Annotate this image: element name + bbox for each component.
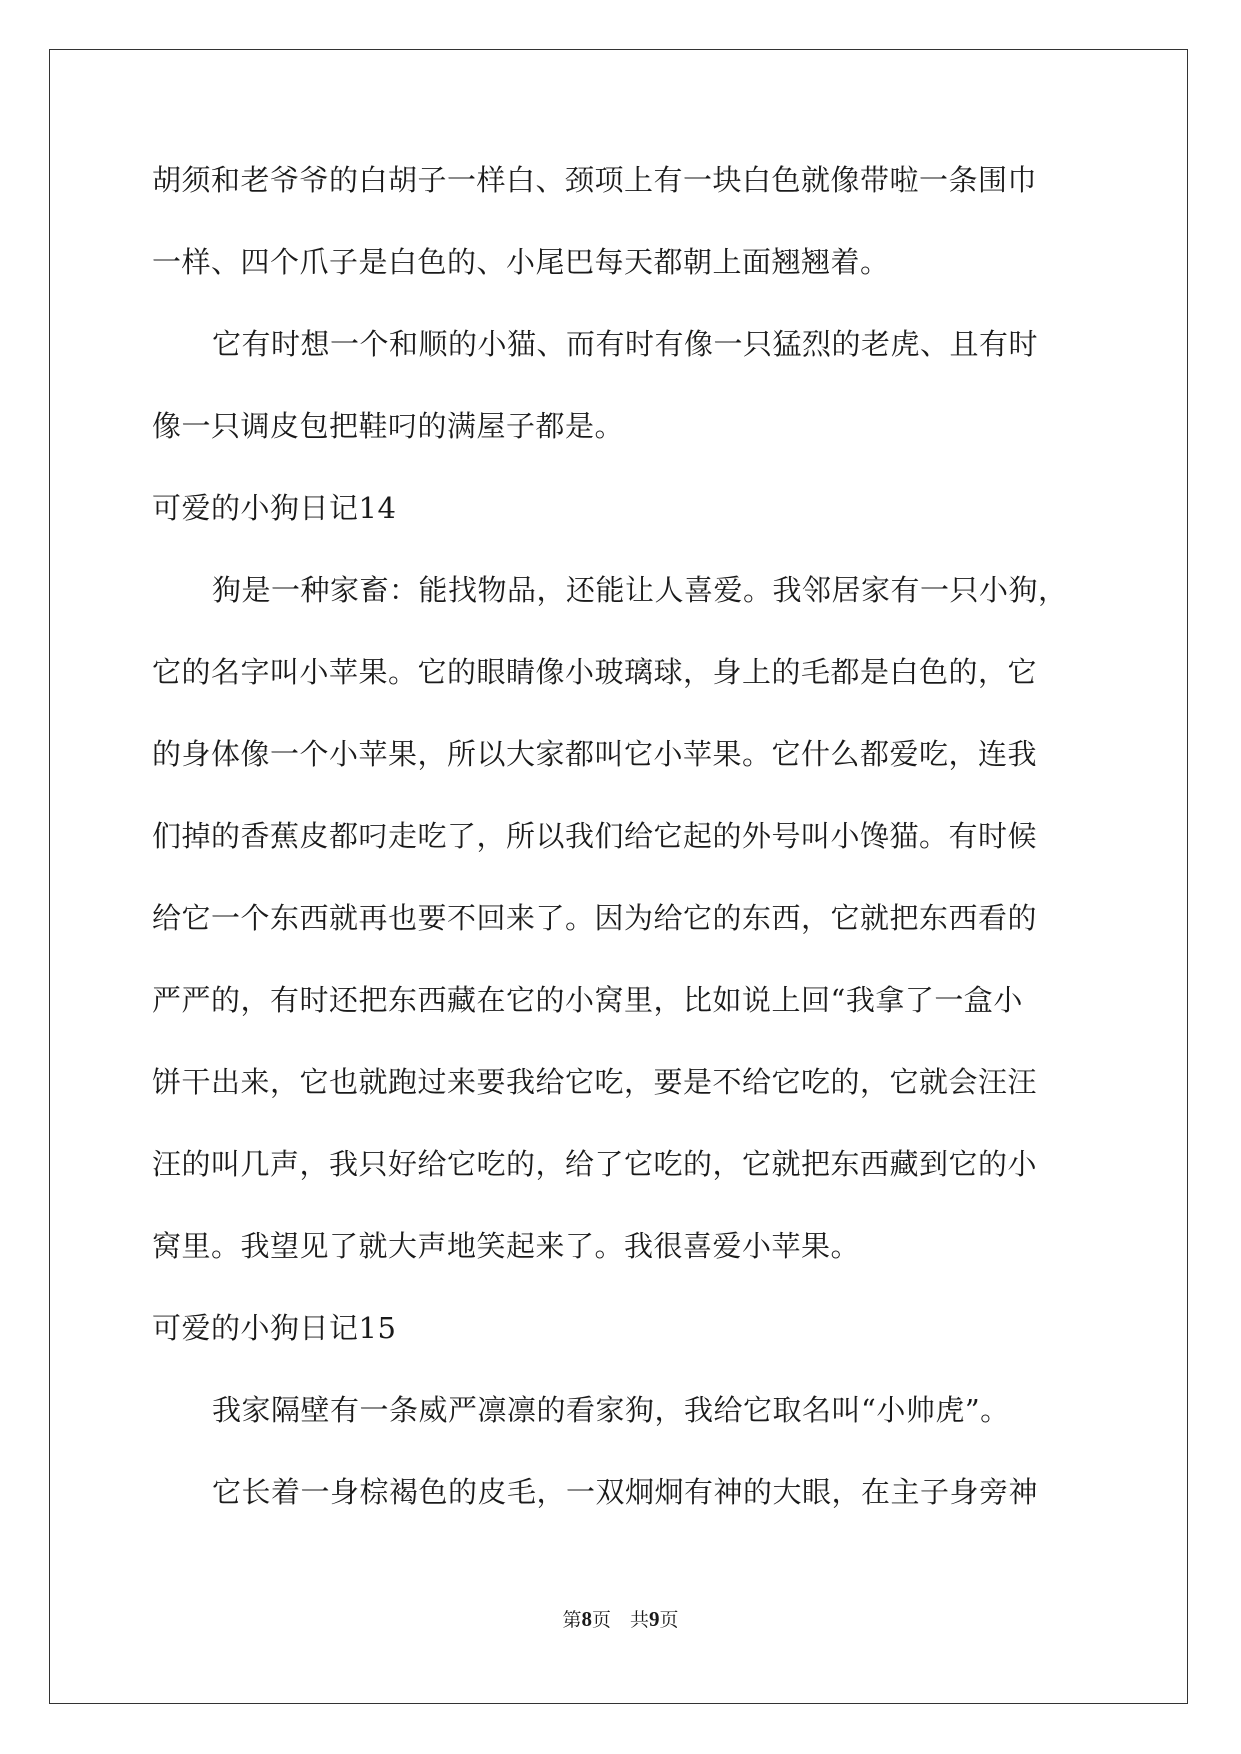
- body-line: 严严的，有时还把东西藏在它的小窝里，比如说上回“我拿了一盒小: [152, 983, 1023, 1017]
- footer-prefix: 第: [562, 1609, 582, 1631]
- section-heading-14: 可爱的小狗日记14: [152, 491, 397, 525]
- paragraph-start: 我家隔壁有一条威严凛凛的看家狗，我给它取名叫“小帅虎”。: [212, 1393, 1010, 1427]
- document-body: [152, 160, 1092, 1554]
- body-line: 饼干出来，它也就跑过来要我给它吃，要是不给它吃的，它就会汪汪: [152, 1065, 1038, 1099]
- paragraph-start: 它有时想一个和顺的小猫、而有时有像一只猛烈的老虎、且有时: [212, 327, 1039, 361]
- page-footer: [0, 1605, 1241, 1632]
- total-pages-number: 9: [649, 1607, 660, 1631]
- footer-suffix: 页: [659, 1609, 679, 1631]
- footer-middle: 页 共: [591, 1609, 649, 1631]
- paragraph-start: 狗是一种家畜：能找物品，还能让人喜爱。我邻居家有一只小狗，: [212, 573, 1068, 607]
- body-line: 的身体像一个小苹果，所以大家都叫它小苹果。它什么都爱吃，连我: [152, 737, 1038, 771]
- body-line: 汪的叫几声，我只好给它吃的，给了它吃的，它就把东西藏到它的小: [152, 1147, 1038, 1181]
- body-line: 们掉的香蕉皮都叼走吃了，所以我们给它起的外号叫小馋猫。有时候: [152, 819, 1038, 853]
- body-line: 给它一个东西就再也要不回来了。因为给它的东西，它就把东西看的: [152, 901, 1038, 935]
- body-line: 窝里。我望见了就大声地笑起来了。我很喜爱小苹果。: [152, 1229, 861, 1263]
- body-line: 一样、四个爪子是白色的、小尾巴每天都朝上面翘翘着。: [152, 245, 890, 279]
- section-heading-15: 可爱的小狗日记15: [152, 1311, 397, 1345]
- body-line: 像一只调皮包把鞋叼的满屋子都是。: [152, 409, 625, 443]
- body-line: 胡须和老爷爷的白胡子一样白、颈项上有一块白色就像带啦一条围巾: [152, 163, 1038, 197]
- paragraph-start: 它长着一身棕褐色的皮毛，一双炯炯有神的大眼，在主子身旁神: [212, 1475, 1039, 1509]
- current-page-number: 8: [581, 1607, 592, 1631]
- body-line: 它的名字叫小苹果。它的眼睛像小玻璃球，身上的毛都是白色的，它: [152, 655, 1038, 689]
